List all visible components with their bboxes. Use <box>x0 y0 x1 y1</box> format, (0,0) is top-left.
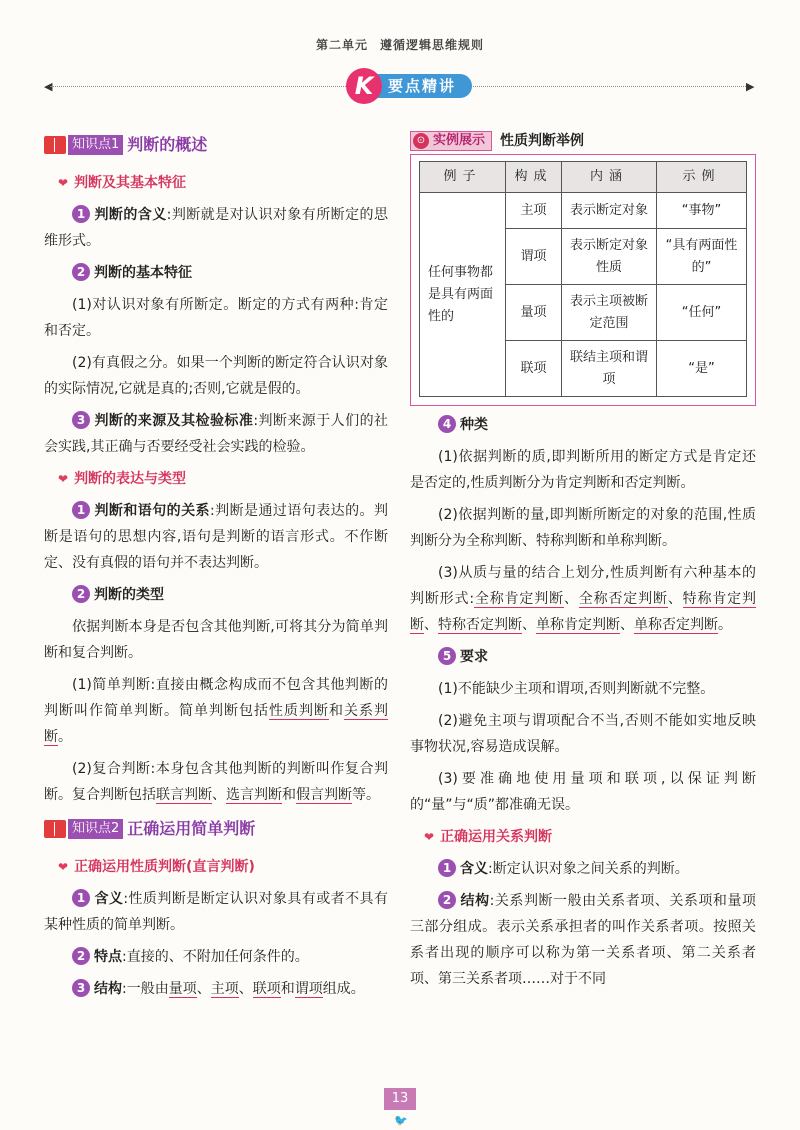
point-item <box>44 976 388 1002</box>
table-cell: 表示主项被断定范围 <box>562 285 657 341</box>
subheading-text: 正确运用性质判断(直言判断) <box>74 859 255 875</box>
example-table <box>419 161 747 397</box>
text: 、 <box>196 981 211 997</box>
table-cell: 表示断定对象性质 <box>562 229 657 285</box>
kp-tag: 知识点1 <box>68 135 123 155</box>
point-head: 含义 <box>460 861 488 877</box>
kp-title: 判断的概述 <box>127 135 208 154</box>
paragraph <box>44 672 388 750</box>
point-head: 含义 <box>94 891 124 907</box>
point-head: 判断和语句的关系 <box>94 503 210 519</box>
underlined-term: 假言判断 <box>296 787 352 803</box>
text: 、 <box>563 591 579 607</box>
underlined-term: 单称肯定判断 <box>536 617 620 633</box>
number-badge: 2 <box>72 585 90 603</box>
left-arrow-icon: ◀ <box>44 80 53 93</box>
leaf-icon: ❤ <box>58 472 69 486</box>
underlined-term: 单称否定判断 <box>634 617 718 633</box>
text: 和 <box>282 787 296 803</box>
point-item <box>410 644 756 670</box>
text: 、 <box>620 617 634 633</box>
table-cell: 联项 <box>506 341 562 397</box>
number-badge: 1 <box>72 889 90 907</box>
text: (3)从质与量的结合上划分,性质判断有六种基本的判断形式: <box>410 565 756 607</box>
point-head: 种类 <box>460 417 488 433</box>
point-head: 结构 <box>460 893 490 909</box>
book-icon <box>44 136 66 154</box>
underlined-term: 性质判断 <box>269 703 329 719</box>
underlined-term: 关系判断 <box>44 703 388 745</box>
number-badge: 4 <box>438 415 456 433</box>
text: 、 <box>212 787 226 803</box>
unit-title: 遵循逻辑思维规则 <box>380 38 485 52</box>
table-row <box>420 193 747 229</box>
example-badge <box>410 131 492 151</box>
knowledge-point-1 <box>44 132 388 158</box>
subheading <box>58 170 388 196</box>
paragraph: (2)避免主项与谓项配合不当,否则不能如实地反映事物状况,容易造成误解。 <box>410 713 756 755</box>
text: 和 <box>329 703 344 719</box>
text: 、 <box>522 617 536 633</box>
text: 组成。 <box>322 981 365 997</box>
point-head: 判断的来源及其检验标准 <box>94 413 254 429</box>
point-item <box>44 202 388 254</box>
number-badge: 5 <box>438 647 456 665</box>
underlined-term: 特称否定判断 <box>438 617 522 633</box>
point-item <box>410 856 756 882</box>
column-header: 例子 <box>420 162 506 193</box>
banner-text: 要点精讲 <box>372 74 472 98</box>
table-cell: “具有两面性的” <box>657 229 747 285</box>
text: :一般由 <box>122 981 169 997</box>
left-column <box>44 130 388 1008</box>
paragraph: (1)对认识对象有所断定。断定的方式有两种:肯定和否定。 <box>44 297 388 339</box>
point-head: 判断的基本特征 <box>94 265 192 281</box>
right-column <box>410 130 756 998</box>
bird-icon: 🐦 <box>394 1114 408 1127</box>
subheading-text: 正确运用关系判断 <box>440 829 553 845</box>
leaf-icon: ❤ <box>424 830 435 844</box>
running-head <box>0 36 800 53</box>
text: 和 <box>280 981 295 997</box>
point-text: :直接的、不附加任何条件的。 <box>122 949 309 965</box>
underlined-term: 全称否定判断 <box>578 591 668 607</box>
text: 。 <box>718 617 732 633</box>
point-head: 结构 <box>94 981 122 997</box>
table-cell: “任何” <box>657 285 747 341</box>
book-icon <box>44 820 66 838</box>
paragraph <box>410 560 756 638</box>
table-cell: 联结主项和谓项 <box>562 341 657 397</box>
subheading-text: 判断及其基本特征 <box>74 175 187 191</box>
point-item <box>410 888 756 992</box>
point-item <box>44 408 388 460</box>
subheading <box>58 854 388 880</box>
subheading-text: 判断的表达与类型 <box>74 471 187 487</box>
point-text: :性质判断是断定认识对象具有或者不具有某种性质的简单判断。 <box>44 891 388 933</box>
column-header: 构成 <box>506 162 562 193</box>
number-badge: 1 <box>72 501 90 519</box>
point-head: 判断的含义 <box>94 207 167 223</box>
table-cell: 谓项 <box>506 229 562 285</box>
right-arrow-icon: ▶ <box>746 80 755 93</box>
underlined-term: 主项 <box>210 981 239 997</box>
point-head: 判断的类型 <box>94 587 164 603</box>
banner-k-icon: K <box>346 68 382 104</box>
underlined-term: 联言判断 <box>156 787 212 803</box>
example-label: 实例展示 <box>433 133 486 148</box>
table-cell: “事物” <box>657 193 747 229</box>
text: 、 <box>424 617 438 633</box>
point-head: 特点 <box>94 949 122 965</box>
text: 等。 <box>352 787 380 803</box>
text: (2)复合判断:本身包含其他判断的判断叫作复合判断。复合判断包括 <box>44 761 388 803</box>
example-box <box>410 154 756 406</box>
point-item <box>44 582 388 608</box>
point-text: :关系判断一般由关系者项、关系项和量项三部分组成。表示关系承担者的叫作关系者项。按照关系者出现的顺序可以称为第一关系者项、第二关系者项、第三关系者项……对于不同 <box>410 893 757 987</box>
leaf-icon: ❤ <box>58 176 69 190</box>
number-badge: 3 <box>72 411 90 429</box>
number-badge: 2 <box>72 947 90 965</box>
point-text: :判断就是对认识对象有所断定的思维形式。 <box>44 207 389 249</box>
point-item <box>44 260 388 286</box>
subheading <box>424 824 756 850</box>
example-title: 性质判断举例 <box>500 133 585 149</box>
paragraph: (2)有真假之分。如果一个判断的断定符合认识对象的实际情况,它就是真的;否则,它就是假的。 <box>44 355 388 397</box>
text: 。 <box>58 729 72 745</box>
subheading <box>58 466 388 492</box>
column-header: 示例 <box>657 162 747 193</box>
underlined-term: 谓项 <box>294 981 323 997</box>
table-cell: “是” <box>657 341 747 397</box>
text: (1)简单判断:直接由概念构成而不包含其他判断的判断叫作简单判断。简单判断包括 <box>44 677 388 719</box>
paragraph: (1)不能缺少主项和谓项,否则判断就不完整。 <box>438 681 715 697</box>
paragraph: (3)要准确地使用量项和联项,以保证判断的“量”与“质”都准确无误。 <box>410 771 756 813</box>
table-cell: 任何事物都是具有两面性的 <box>420 193 506 397</box>
point-item <box>44 886 388 938</box>
kp-title: 正确运用简单判断 <box>127 819 256 838</box>
paragraph <box>44 756 388 808</box>
number-badge: 1 <box>438 859 456 877</box>
table-cell: 表示断定对象 <box>562 193 657 229</box>
underlined-term: 联项 <box>252 981 281 997</box>
text: 、 <box>238 981 253 997</box>
kp-tag: 知识点2 <box>68 819 123 839</box>
underlined-term: 选言判断 <box>226 787 282 803</box>
point-item <box>410 412 756 438</box>
example-header <box>410 130 756 152</box>
table-cell: 主项 <box>506 193 562 229</box>
point-head: 要求 <box>460 649 488 665</box>
paragraph: (2)依据判断的量,即判断所断定的对象的范围,性质判断分为全称判断、特称判断和单称判断。 <box>410 507 756 549</box>
page-number: 13 <box>384 1088 416 1110</box>
number-badge: 1 <box>72 205 90 223</box>
unit-label: 第二单元 <box>315 38 368 52</box>
number-badge: 2 <box>72 263 90 281</box>
number-badge: 2 <box>438 891 456 909</box>
table-header-row <box>420 162 747 193</box>
point-text: :断定认识对象之间关系的判断。 <box>488 861 689 877</box>
number-badge: 3 <box>72 979 90 997</box>
knowledge-point-2 <box>44 816 388 842</box>
point-item <box>44 944 388 970</box>
paragraph: 依据判断本身是否包含其他判断,可将其分为简单判断和复合判断。 <box>44 619 388 661</box>
paragraph: (1)依据判断的质,即判断所用的断定方式是肯定还是否定的,性质判断分为肯定判断和否定判断。 <box>410 449 756 491</box>
underlined-term: 全称肯定判断 <box>474 591 564 607</box>
column-header: 内涵 <box>562 162 657 193</box>
section-banner <box>346 68 472 102</box>
point-item <box>44 498 388 576</box>
leaf-icon: ❤ <box>58 860 69 874</box>
point-text: :判断来源于人们的社会实践,其正确与否要经受社会实践的检验。 <box>44 413 389 455</box>
table-cell: 量项 <box>506 285 562 341</box>
underlined-term: 特称肯定判断 <box>410 591 757 633</box>
text: 、 <box>667 591 683 607</box>
underlined-term: 量项 <box>168 981 197 997</box>
example-icon: ⊙ <box>413 133 429 149</box>
point-text: :判断是通过语句表达的。判断是语句的思想内容,语句是判断的语言形式。不作断定、没有真假的语句并不表达判断。 <box>44 503 389 571</box>
